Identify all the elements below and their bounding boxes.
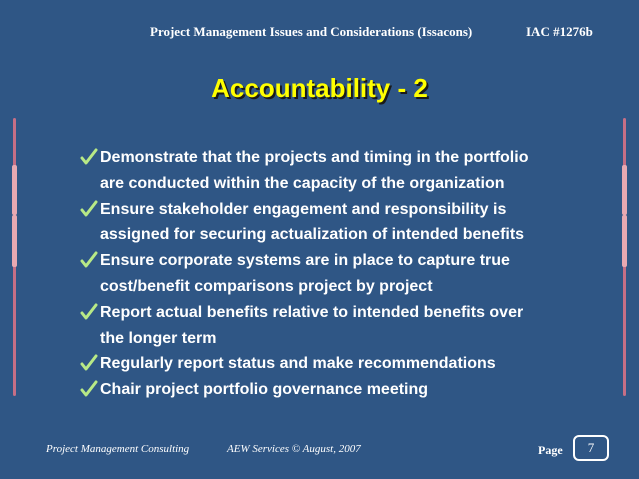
bullet-line: Regularly report status and make recommendations <box>100 355 496 373</box>
page-number: 7 <box>573 435 609 461</box>
bullet-line: are conducted within the capacity of the organization <box>100 174 505 192</box>
left-accent-bar-thick <box>12 165 17 215</box>
left-accent-bar-thick <box>12 215 17 267</box>
header-subject: Project Management Issues and Considerations (Issacons) <box>150 24 473 39</box>
bullet-item <box>80 248 600 300</box>
footer-copyright: AEW Services © August, 2007 <box>227 443 361 455</box>
header <box>0 24 639 44</box>
slide-title: Accountability - 2 <box>211 73 428 103</box>
bullet-item <box>80 351 600 377</box>
bullet-line: Report actual benefits relative to intended benefits over <box>100 303 524 321</box>
bullet-line: Ensure stakeholder engagement and responsibility is <box>100 200 507 218</box>
bullet-line: the longer term <box>100 329 217 347</box>
check-mark-icon <box>80 380 98 398</box>
bullet-line: Chair project portfolio governance meeting <box>100 381 429 399</box>
bullet-item <box>80 300 600 352</box>
check-mark-icon <box>80 200 98 218</box>
check-mark-icon <box>80 251 98 269</box>
bullet-line: assigned for securing actualization of intended benefits <box>100 226 525 244</box>
page-label: Page <box>538 443 563 457</box>
header-code: IAC #1276b <box>526 24 593 39</box>
bullet-item <box>80 377 600 403</box>
bullet-line: Demonstrate that the projects and timing in the portfolio <box>100 149 529 166</box>
right-accent-bar-thick <box>622 215 627 267</box>
right-accent-bar-thick <box>622 165 627 215</box>
footer-organization: Project Management Consulting <box>46 443 190 455</box>
bullet-list <box>80 145 600 403</box>
bullet-item <box>80 197 600 249</box>
check-mark-icon <box>80 354 98 372</box>
bullet-item <box>80 145 600 197</box>
check-mark-icon <box>80 148 98 166</box>
check-mark-icon <box>80 303 98 321</box>
bullet-line: Ensure corporate systems are in place to capture true <box>100 252 510 270</box>
bullet-line: cost/benefit comparisons project by project <box>100 277 433 295</box>
